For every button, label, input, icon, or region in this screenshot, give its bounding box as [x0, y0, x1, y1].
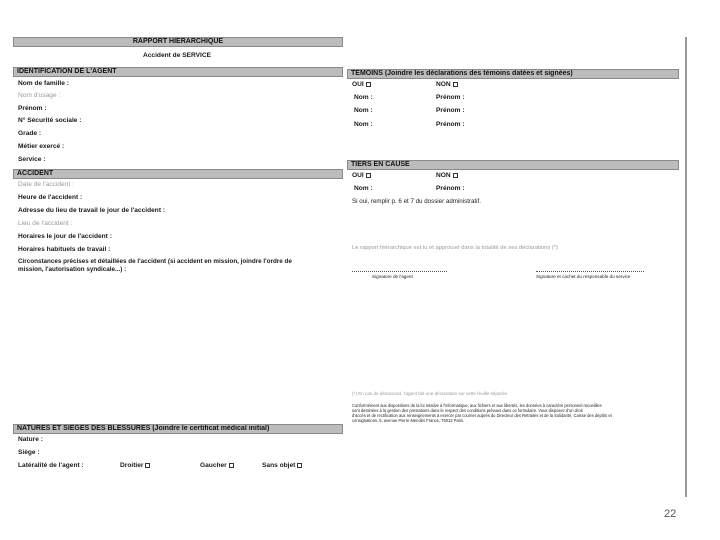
checkbox-third-party-oui[interactable] — [366, 173, 371, 178]
legal-text-1: Conformément aux dispositions de la loi relative à l'informatique, aux fichiers et aux libertés, les données à caractère personnel recueillies — [352, 403, 602, 408]
report-subtitle: Accident de SERVICE — [143, 52, 212, 59]
field-nom-famille: Nom de famille : — [18, 80, 69, 87]
option-sans-objet[interactable] — [262, 462, 302, 470]
manager-signature-line — [536, 271, 644, 272]
third-party-prenom: Prénom : — [436, 185, 465, 192]
witnesses-oui[interactable] — [352, 81, 371, 89]
witnesses-oui-label: OUI — [352, 81, 364, 88]
field-horaires-jour: Horaires le jour de l'accident : — [18, 233, 112, 240]
legal-text-3: d'accès et de rectification aux renseignements à exercer par courrier auprès du Directeur des Retraites et de la Solidarité, Caisse des dépôts et — [352, 413, 612, 418]
witness-3-nom: Nom : — [354, 121, 373, 128]
witnesses-non-label: NON — [436, 81, 451, 88]
identification-header-text: IDENTIFICATION DE L'AGENT — [17, 68, 117, 75]
witnesses-header — [347, 69, 679, 79]
field-nom-usage: Nom d'usage : — [18, 92, 61, 99]
field-lieu-accident: Lieu de l'accident : — [18, 220, 73, 227]
field-grade: Grade : — [18, 130, 42, 137]
witness-1-nom: Nom : — [354, 94, 373, 101]
option-droitier[interactable] — [120, 462, 150, 470]
witness-1-prenom: Prénom : — [436, 94, 465, 101]
field-adresse-travail: Adresse du lieu de travail le jour de l'accident : — [18, 207, 166, 214]
option-sans-objet-label: Sans objet — [262, 462, 296, 469]
checkbox-gaucher[interactable] — [229, 463, 234, 468]
manager-signature-label: Signature et cachet du responsable du service — [536, 274, 631, 279]
third-party-non-label: NON — [436, 172, 451, 179]
third-party-nom: Nom : — [354, 185, 373, 192]
third-party-oui-label: OUI — [352, 172, 364, 179]
third-party-oui[interactable] — [352, 172, 371, 180]
field-circonstances-2: mission, l'autorisation syndicale...) : — [18, 266, 127, 273]
field-circonstances-1: Circonstances précises et détaillées de l'accident (si accident en mission, joindre l'ordre de — [18, 258, 292, 265]
field-lateralite: Latéralité de l'agent : — [18, 462, 84, 469]
accident-header-text: ACCIDENT — [17, 170, 54, 177]
witness-2-prenom: Prénom : — [436, 107, 465, 114]
witnesses-header-text: TEMOINS (Joindre les déclarations des témoins datées et signées) — [351, 70, 573, 77]
checkbox-droitier[interactable] — [145, 463, 150, 468]
third-party-non[interactable] — [436, 172, 458, 180]
field-service: Service : — [18, 156, 46, 163]
footnote-disagreement: (*) En cas de désaccord, l'agent fait une déclaration sur cette feuille séparée — [352, 391, 508, 396]
field-metier: Métier exercé : — [18, 143, 65, 150]
report-title: RAPPORT HIERARCHIQUE — [132, 38, 224, 45]
identification-header — [13, 67, 343, 77]
field-date-accident: Date de l'accident : — [18, 181, 74, 188]
option-gaucher-label: Gaucher — [200, 462, 227, 469]
third-party-header — [347, 160, 679, 170]
agent-signature-line — [352, 271, 447, 272]
accident-header — [13, 169, 343, 179]
option-gaucher[interactable] — [200, 462, 234, 470]
injuries-header — [13, 424, 343, 434]
field-securite-sociale: N° Sécurité sociale : — [18, 117, 82, 124]
checkbox-third-party-non[interactable] — [453, 173, 458, 178]
witness-2-nom: Nom : — [354, 107, 373, 114]
report-title-bar — [13, 37, 343, 47]
slide-right-rule — [685, 37, 687, 497]
checkbox-witnesses-non[interactable] — [453, 82, 458, 87]
checkbox-witnesses-oui[interactable] — [366, 82, 371, 87]
third-party-header-text: TIERS EN CAUSE — [351, 161, 410, 168]
field-horaires-habituels: Horaires habituels de travail : — [18, 246, 111, 253]
field-prenom: Prénom : — [18, 105, 47, 112]
field-nature: Nature : — [18, 436, 43, 443]
agent-signature-label: Signature de l'agent — [372, 274, 413, 279]
approval-text: Le rapport hiérarchique est lu et approuvé dans la totalité de ses déclarations (*) — [352, 245, 558, 251]
option-droitier-label: Droitier — [120, 462, 144, 469]
injuries-header-text: NATURES ET SIEGES DES BLESSURES (Joindre le certificat médical initial) — [17, 425, 270, 432]
legal-text-2: sont destinées à la gestion des prestations dans le respect des conditions prévues dans ce formulaire. Vous disposez d'un droit — [352, 408, 583, 413]
witnesses-non[interactable] — [436, 81, 458, 89]
legal-text-4: consignations, 5, avenue Pierre Mendès France, 75013 Paris. — [352, 418, 465, 423]
checkbox-sans-objet[interactable] — [297, 463, 302, 468]
third-party-note: Si oui, remplir p. 6 et 7 du dossier administratif. — [352, 198, 481, 205]
field-heure-accident: Heure de l'accident : — [18, 194, 83, 201]
witness-3-prenom: Prénom : — [436, 121, 465, 128]
field-siege: Siège : — [18, 449, 40, 456]
page-number: 22 — [664, 508, 677, 520]
